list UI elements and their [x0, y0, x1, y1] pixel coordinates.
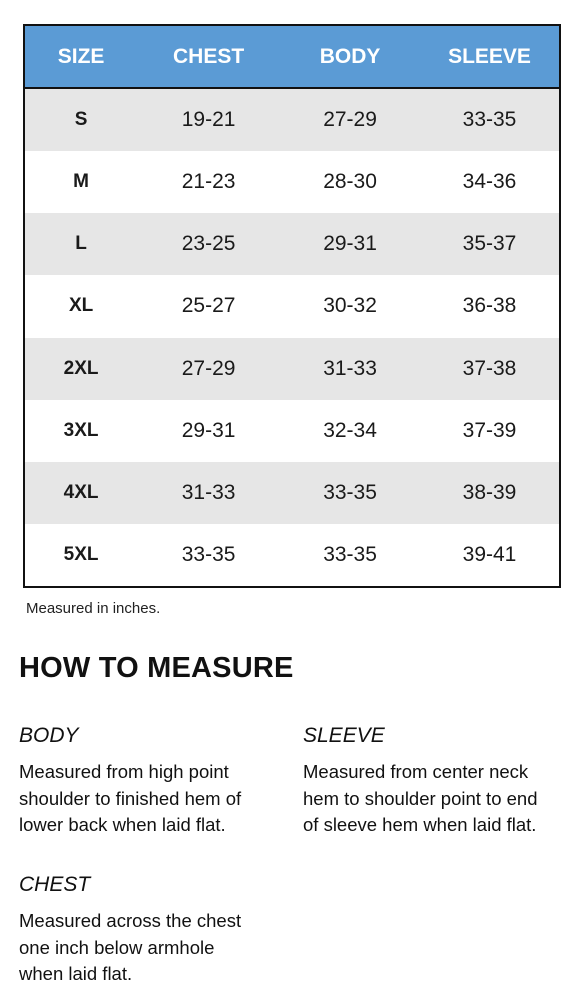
chest-cell: 25-27 [181, 294, 236, 318]
table-row [25, 400, 559, 462]
size-cell: M [73, 171, 89, 193]
table-row [25, 524, 559, 586]
chest-cell: 23-25 [181, 232, 236, 256]
body-measure-description: Measured from high point shoulder to finished hem of lower back when laid flat. [19, 761, 242, 835]
sleeve-cell: 37-39 [462, 418, 517, 442]
how-to-measure-heading: HOW TO MEASURE [19, 652, 294, 684]
body-cell: 31-33 [323, 356, 377, 380]
body-cell: 27-29 [323, 108, 377, 132]
chest-cell: 33-35 [181, 542, 236, 566]
sleeve-cell: 38-39 [462, 480, 517, 504]
chest-cell: 29-31 [181, 418, 236, 442]
sleeve-measure-title: SLEEVE [303, 724, 385, 747]
sleeve-cell: 34-36 [462, 170, 517, 194]
body-measure-title: BODY [19, 724, 79, 747]
sleeve-cell: 37-38 [462, 356, 517, 380]
size-cell: L [75, 233, 87, 255]
chest-cell: 19-21 [181, 108, 236, 132]
body-cell: 33-35 [323, 480, 377, 504]
size-cell: 4XL [63, 481, 99, 503]
chest-measure-description: Measured across the chest one inch below armhole when laid flat. [19, 910, 242, 984]
table-row [25, 338, 559, 400]
chest-measure-title: CHEST [19, 873, 91, 896]
table-row [25, 462, 559, 524]
table-row [25, 213, 559, 275]
size-cell: 2XL [63, 357, 99, 379]
size-cell: S [74, 109, 88, 131]
body-cell: 33-35 [323, 542, 377, 566]
body-cell: 30-32 [323, 294, 377, 318]
units-note: Measured in inches. [26, 600, 161, 617]
chest-cell: 31-33 [181, 480, 236, 504]
table-row [25, 89, 559, 151]
header-size: SIZE [57, 44, 105, 68]
header-sleeve: SLEEVE [448, 44, 531, 68]
header-chest: CHEST [173, 44, 245, 68]
sleeve-cell: 39-41 [462, 542, 517, 566]
sleeve-cell: 35-37 [462, 232, 517, 256]
body-cell: 32-34 [323, 418, 377, 442]
size-cell: 3XL [63, 419, 99, 441]
sleeve-measure-description: Measured from center neck hem to shoulder point to end of sleeve hem when laid flat. [303, 761, 538, 835]
sleeve-cell: 36-38 [462, 294, 517, 318]
size-cell: XL [68, 295, 94, 317]
sleeve-cell: 33-35 [462, 108, 517, 132]
chest-cell: 27-29 [181, 356, 236, 380]
body-cell: 29-31 [323, 232, 377, 256]
chest-cell: 21-23 [181, 170, 236, 194]
size-chart-table [23, 24, 561, 588]
body-cell: 28-30 [323, 170, 377, 194]
size-cell: 5XL [63, 543, 99, 565]
table-header-row [25, 26, 559, 89]
table-row [25, 151, 559, 213]
table-row [25, 275, 559, 337]
header-body: BODY [319, 44, 381, 68]
